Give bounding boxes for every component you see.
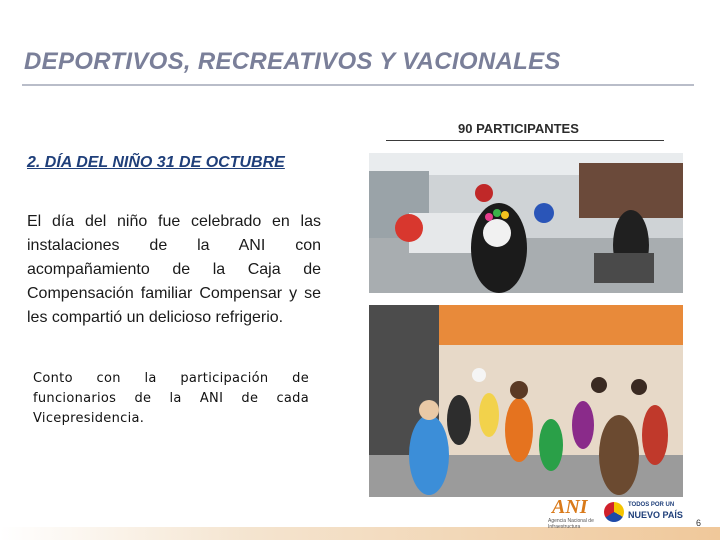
todos-por-un-nuevo-pais-logo — [604, 500, 684, 526]
page-number: 6 — [696, 518, 702, 528]
ani-logo-mark: ANI — [552, 496, 588, 518]
footer-gradient-bar — [0, 527, 720, 540]
section-heading: 2. DÍA DEL NIÑO 31 DE OCTUBRE — [27, 154, 285, 171]
colombia-seal-icon — [604, 502, 624, 522]
slide-title: DEPORTIVOS, RECREATIVOS Y VACIONALES — [24, 48, 561, 75]
ani-logo — [546, 496, 598, 530]
participation-note: Conto con la participación de funcionarios de la ANI de cada Vicepresidencia. — [33, 371, 309, 426]
country-logo-line1: TODOS POR UN — [628, 502, 675, 508]
body-paragraph: El día del niño fue celebrado en las instalaciones de la ANI con acompañamiento de la Caja de Compensación familiar Compensar y se les compartió un delicioso refrigerio. — [27, 213, 321, 326]
country-logo-line2: NUEVO PAÍS — [628, 510, 683, 520]
title-divider — [22, 84, 694, 86]
kids-costumes-photo — [369, 305, 683, 497]
participants-divider — [386, 140, 664, 141]
participants-label: 90 PARTICIPANTES — [458, 121, 579, 136]
ani-logo-subtitle: Agencia Nacional de Infraestructura — [548, 518, 594, 530]
office-celebration-photo — [369, 153, 683, 293]
